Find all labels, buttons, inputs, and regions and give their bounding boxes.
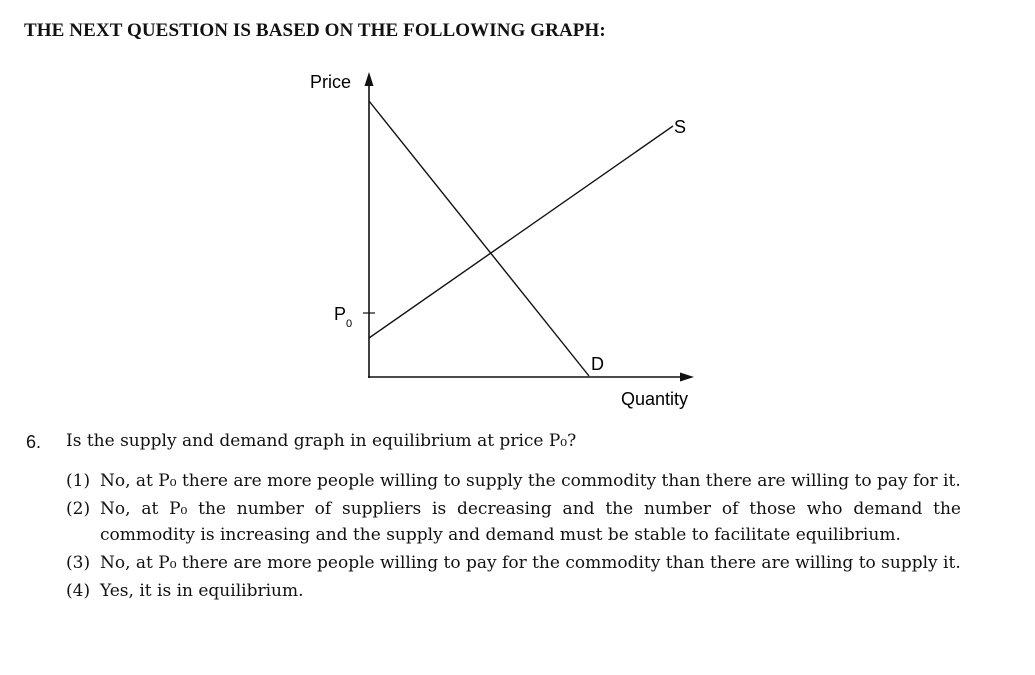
option-number: (3) xyxy=(66,553,91,573)
option-number: (2) xyxy=(66,499,91,519)
answer-option-1[interactable] xyxy=(66,468,961,494)
option-text: No, at P₀ there are more people willing to pay for the commodity than there are willing to supply it. xyxy=(100,553,961,573)
page-heading: THE NEXT QUESTION IS BASED ON THE FOLLOWING GRAPH: xyxy=(24,20,606,41)
demand-label: D xyxy=(591,354,604,374)
price-tick-label: P xyxy=(334,304,347,324)
y-axis-label: Price xyxy=(310,72,352,92)
demand-curve xyxy=(369,101,589,376)
price-tick-subscript: 0 xyxy=(346,318,353,330)
option-number: (1) xyxy=(66,471,91,491)
option-text: No, at P₀ the number of suppliers is decreasing and the number of those who demand the commodity is increasing and the supply and demand must be stable to facilitate equilibrium. xyxy=(100,499,961,545)
option-text: Yes, it is in equilibrium. xyxy=(100,581,304,601)
question-number: 6. xyxy=(26,432,42,452)
y-axis-arrow xyxy=(365,72,374,86)
question-text: Is the supply and demand graph in equilibrium at price P₀? xyxy=(66,431,577,451)
answer-option-2[interactable] xyxy=(66,496,961,548)
option-number: (4) xyxy=(66,581,91,601)
supply-label: S xyxy=(674,117,687,137)
x-axis-label: Quantity xyxy=(621,389,689,409)
answer-option-3[interactable] xyxy=(66,550,961,576)
answer-option-4[interactable] xyxy=(66,578,961,604)
option-text: No, at P₀ there are more people willing to supply the commodity than there are willing to pay for it. xyxy=(100,471,961,491)
x-axis-arrow xyxy=(680,373,694,382)
answer-options xyxy=(66,468,961,606)
